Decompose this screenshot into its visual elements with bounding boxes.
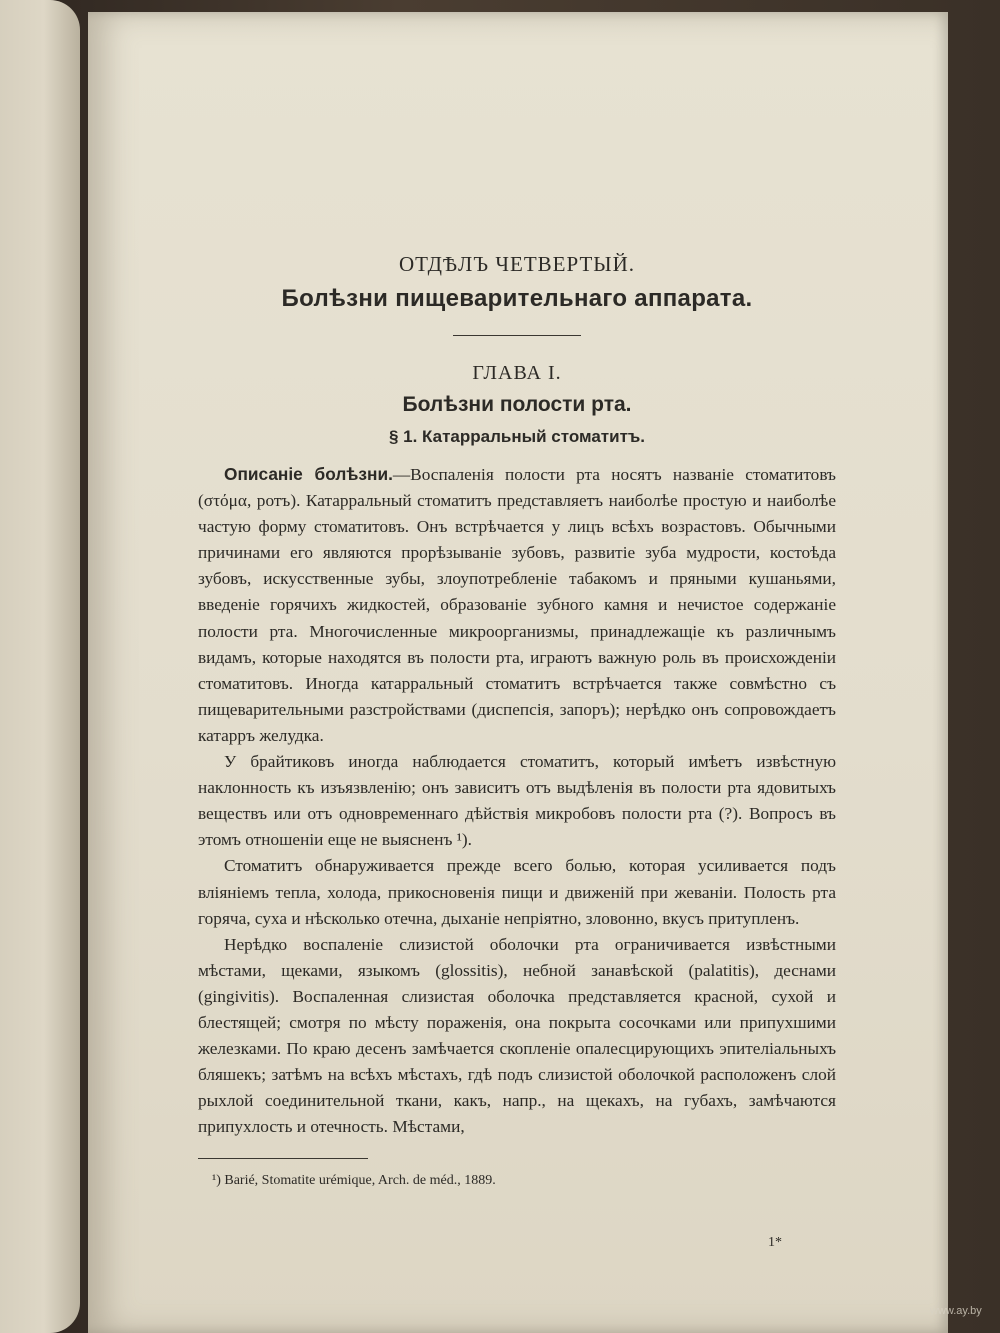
- body-paragraph: [198, 853, 836, 931]
- chapter-subtitle: Болѣзни полости рта.: [402, 393, 632, 416]
- paragraph-text: Нерѣдко воспаленіе слизистой оболочки рта ограничивается извѣстными мѣстами, щеками, языкомъ (glossitis), небной занавѣской (palatitis), деснами (gingivitis). Воспаленная слизистая оболочка представляется красной, сухой и блестящей; смотря по мѣсту пораженія, она покрыта сосочками или припухшими железками. По краю десенъ замѣчается скопленіе опалесцирующихъ эпителіальныхъ бляшекъ; затѣмъ на всѣхъ мѣстахъ, гдѣ подъ слизистой оболочкой расположенъ слой рыхлой соединительной ткани, какъ, напр., на щекахъ, на губахъ, замѣчаются припухлость и отечность. Мѣстами,: [198, 934, 836, 1137]
- book-page: [88, 12, 948, 1333]
- body-paragraph: [198, 932, 836, 1141]
- section-title: ОТДѢЛЪ ЧЕТВЕРТЫЙ.: [398, 252, 636, 276]
- body-paragraph: [198, 749, 836, 853]
- paragraph-text: У брайтиковъ иногда наблюдается стоматитъ, который имѣетъ извѣстную наклонность къ изъязвленію; онъ зависитъ отъ выдѣленія въ полости рта ядовитыхъ веществъ или отъ одновременнаго дѣйствія микробовъ полости рта (?). Вопросъ въ этомъ отношеніи еще не выясненъ ¹).: [198, 752, 836, 850]
- footnote-divider: [198, 1158, 368, 1159]
- facing-page-edge: [0, 0, 80, 1333]
- title-divider: [453, 335, 581, 336]
- paragraph-lead: Описаніе болѣзни.: [224, 464, 393, 484]
- body-paragraph: [198, 461, 836, 749]
- chapter-title: ГЛАВА I.: [472, 362, 562, 384]
- watermark: www.ay.by: [930, 1305, 982, 1317]
- paragraph-text: Стоматитъ обнаруживается прежде всего болью, которая усиливается подъ вліяніемъ тепла, холода, прикосновенія пищи и движеній при жеваніи. Полость рта горяча, суха и нѣсколько отечна, дыханіе непріятно, зловонно, вкусъ притупленъ.: [198, 856, 836, 928]
- section-subtitle: Болѣзни пищеварительнаго аппарата.: [281, 285, 753, 312]
- signature-mark: 1*: [768, 1235, 782, 1250]
- paragraph-text: —Воспаленія полости рта носятъ названіе стоматитовъ (στόμα, ротъ). Катарральный стоматитъ представляетъ наиболѣе простую и наиболѣе частую форму стоматитовъ. Онъ встрѣчается у лицъ всѣхъ возрастовъ. Обычными причинами его являются прорѣзываніе зубовъ, развитіе зуба мудрости, костоѣда зубовъ, искусственные зубы, злоупотребленіе табакомъ и пряными кушаньями, введеніе горячихъ жидкостей, образованіе зубного камня и нечистое содержаніе полости рта. Многочисленные микроорганизмы, принадлежащіе къ различнымъ видамъ, которые находятся въ полости рта, играютъ важную роль въ происхожденіи стоматитовъ. Иногда катарральный стоматитъ встрѣчается также совмѣстно съ пищеварительными разстройствами (диспепсія, запоръ); нерѣдко онъ сопровождаетъ катарръ желудка.: [198, 465, 836, 745]
- paragraph-heading: § 1. Катарральный стоматитъ.: [388, 427, 646, 446]
- footnote: ¹) Barié, Stomatite urémique, Arch. de méd., 1889.: [212, 1173, 496, 1189]
- page-content: [198, 252, 836, 1189]
- body-text: [198, 461, 836, 1140]
